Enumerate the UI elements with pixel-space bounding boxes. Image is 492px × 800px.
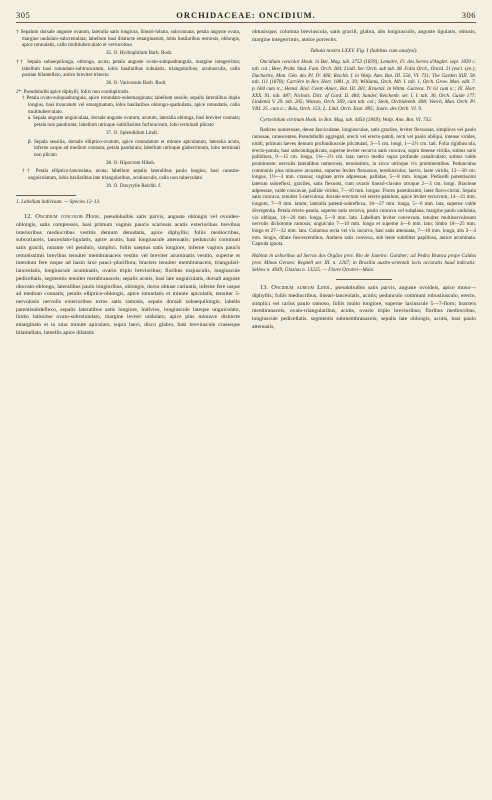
key-species-number: 39. O. Daxytylle Reichb. f. bbox=[106, 182, 162, 189]
key-species-number: 37. O. Splendidum Lindl. bbox=[106, 129, 159, 136]
key-species-number: 35. O. Hydrophilum Barb. Rodr. bbox=[106, 50, 173, 57]
species-13-name: 13. Oncidium aureum bbox=[260, 284, 315, 292]
page-number-left: 305 bbox=[16, 10, 31, 20]
key-species-number: 36. O. Varicosum Barb. Rodr. bbox=[106, 79, 167, 86]
key-couplet: †† Sepala subaequilonga, oblonga, acuta; petala anguste ovato-subquadrangula, margine integerrima; labellum basi rotundato-subtruncatum, lobis basilaribus subulatis, triangularibus, acutiusculis, callo positae bilamellato, antice breviter trisecto bbox=[16, 58, 240, 79]
synonymy-oncidium-concolor: Oncidium concolor Hook. in Bot. Mag. tab. 3753 (1839); Lemaire, Fl. des Serres d'Anglet. sept. 1839 c. tab. col.; Beer, Prakt. Stud. Fam. Orch. 284; Lindl. Ser. Orch. sub tab. 48. Folia Orch., Oncid. 21 (excl. syn.); Duchartre, Man. Gén. des Pl. IV. 486; Reichb. f. in Walp. Ann. Bot. III. 556, VI. 731; The Garden XIII. 58. tab. 111 (1878); Carrière in Rev. Hort. 1881. p. 39; Williams, Orch. Alb. I. tab. 1, Orch. Grow. Man. edit. 7. p. 604 cum ic.; Hemsl. Biol. Centr.-Amer., Bot. III. 281; Kraenzl. in Wittm. Gartenz. IV. 61 cum ic.; Ill. Hort. XXX. 91. tab. 487; Nichols. Dict. of Gard. II. 484; Sander, Reichenb. ser. I. I. tab. 30, Orch. Guide 177; Lindenia V. 29. tab. 205; Watson, Orch. 369, cum tab. col.; Stein, Orchideenb. 408; Veitch, Man. Orch. Pl. VIII. 25. cum ic.; Bois, Orch. 153; L. Lind. Orch. Exot. 895; Journ. des Orch. VI. 9. bbox=[252, 59, 476, 113]
key-couplet: a. Sepala anguste unguiculata, dorsale anguste ovatum, acutum, lateralia oblonga, basi breviter connata; petala non pandurata; labellum utrinque subtilissime furfuraceum, lobo terminali plicato bbox=[28, 115, 240, 129]
footnote-rule bbox=[16, 195, 76, 196]
key-couplet: †† Petala elliptico-lanceolata, acuta; labellum sepalis lateralibus paulo longius, basi cuneato-unguiculatum, lobis basilaribus late triangularibus, acutiusculis, callo non tuberculato bbox=[22, 168, 240, 182]
key-couplet: β. Sepala sessilia, dorsale elliptico-ovatum, apice rotundatum et minute apiculatum, lateralia acuta, inferne usque ad medium connata; petala pandurata; labellum utrinque glaberrimum, lobo terminali non plicato bbox=[28, 138, 240, 158]
detailed-description: Radices numerosae, dense fasciculatae, longiusculae, satis graciles, leviter flexuosae, simplices vel paulo ramosae, canescentes. Pseudobulbi aggregati, erecti vel erecto-patuli, recti vel paulo obliqui, intense virides, nitidi, primum laeves demum profundiuscule plicatulati, 3—5 cm. longi, 1—2½ cm. lati. Folia rigidiuscula, erecto-patula, basi subcondupplicata, superne leviter recurva satis concava, supra intense viridia, subtus satis pallidiora, 9—15 cm. longa, 1¾—2½ cm. lata; nervo medio supra profunde canaliculato, subtus valde prominente; nervulis lateralibus numerosis, tenuissimis, in sicco utrinque vix prominentibus. Pedunculus communis plus minusve arcuatus, superne leviter flexuosus, teretiusculus, laevis, laete viridis, 12—30 cm. longus, 1½—3 mm. crassus; vaginae arcte adpressae, pallidae, 5—8 mm. longae. Pedicelli potentissimi laterum subreflexi, graciles, satis flexuosi, cum ovario lineari-clavato utroque 2—3 cm. longi. Bracteae adpressae, valde concavae, pallide virides, 7—10 mm. longae. Flores patentissimi, laete flavo-citrini. Sepala satis concava, tenuiter 5-nervulosa; dorsale erectum vel erecto-patulum, apice leviter recurvum, 14—21 mm. longum, 7—9 mm. latum; lateralia patenti-subreflexa, 18—27 mm. longa, 5—6 mm. lata, superne valde divergentia. Petala erecto-patula, superne satis recurva, paulo concava vel subplana, margine paulo undulata, vix obliqua, 14—20 mm. longa, 5—9 mm. lata. Labellum leviter convexum, tenuiter multinervulosum nervulis dichotome ramosis; unguiculo 7—10 mm. longo et superne 4—6 mm. lato; limbo 18—25 mm. longo et 27—32 mm. lato. Columna recta vel vix incurva, basi satis attenuata, 7—10 mm. longa, alis 2—3 mm. longis, dilute fuscescentibus. Anthera satis convexa, sub lente subtiliter papillosa, antice acuminata. Capsula ignota. bbox=[252, 127, 476, 248]
species-12-name: 12. Oncidium concolor bbox=[24, 213, 83, 221]
plate-reference: Tabula nostra LXXV. Fig. I (habitus cum analysi). bbox=[310, 48, 418, 55]
species-12-description: pseudobulbis satis parvis, anguste oblongis vel ovoideo-oblongis, satis compressis, basi primum vaginis paucis scariosis acutis exterioribus brevibus interioribus mediocribus vestitis demum denudatis, apice diphyllis; foliis mediocribus, subcoriaceis, lanceolato-ligulatis, apice acutis, basi longiuscule attenuatis; pedunculo communi satis gracili, nutante vel pendulo, simplici, foliis saepius satis longiore, inferne vaginis paucis remotissimis brevibus tenuiter membranaceis vestito vel breviter acuminatis vestito, superne et interdum fere usque ad basin laxe pauci–pluriflora; bracteis tenuiter membranaceis, triangulari-lanceolatis, longiuscule acuminatis, ovario triplo brevioribus; floribus majusculis, longiuscule pedicellatis, segmentis tenuiter membranaceis; sepalis acutis, basi late unguiculatis, dorsali anguste obovato-oblongo, lateralibus paulo longioribus, oblongis, dorso obtuse carinatis, inferne fere usque ad medium connatis; petalis elliptico-oblongis, apice rotundatis et minute apiculatis, tenuiter 5-nervulosis nervulis exterioribus extus satis ramosis, sepalo dorsali subaequilongis; labello patentisubdeflexo, sepalis lateralibus satis longiore, indiviso, longiuscule lateque unguiculato, limbo latissime ovato-subrotundato, margine leviter undulato, apice plus minusve distincte emarginato et in sinu minute apiculato, supra laevi, disco glabro, basi breviuscule crasseque bilamellato, lamellis apice dilatatis bbox=[16, 214, 240, 336]
left-column bbox=[16, 29, 240, 337]
species-12-entry bbox=[16, 213, 240, 337]
key-couplet: † Sepalum dorsale anguste ovatum, lateralia satis longiora, lineari-lobata, subconnata; petala anguste ovata, margine undulato-subcrenulata; labellum basi distincte emarginatum, lobis basilaribus retrorsis, oblongis, apice rotundatis, callo multituberculato et verrucoloso bbox=[16, 29, 240, 49]
key-couplet: 2*. Pseudobulbi apice diphylli, foliis non conduplicatis. bbox=[16, 88, 130, 95]
species-13-description: pseudobulbis satis parvis, anguste ovoideis, apice mono—diphyllis; foliis mediocribus, lineari-lanceolatis, acutis; pedunculo communi robustiusculo, erecto, simplici vel rarius paulo ramoso, foliis multo longiore, superne laxiuscule 5—7-floro; bracteis membranaceis, ovato-triangularibus, acutis, ovario triplo brevioribus; floribus mediocribus, longiuscule pedicellatis. segmentis submembranaceis; sepalis late oblongis, acutis, basi paulo attenuatis, bbox=[252, 285, 476, 330]
footnote: 1. Labellum indivisum. — Species 12–13. bbox=[16, 199, 101, 206]
key-species-number: 38. O. Hipocrom Hibsh. bbox=[106, 159, 156, 166]
species-12-continuation: obtusisque; columna breviuscula, satis gracili, glabra, alis longiusculis, anguste ligulatis, obtusis, margine integerrimis, antice porrectis. bbox=[252, 29, 476, 43]
species-12-author: Hook. bbox=[85, 213, 101, 221]
habitat-note: Habitat in arboribus ad Serras dos Orgãos prov. Rio de Janeiro: Gardner; ad Pedra Branca prope Caldas prov. Minas Geraes: Regnell ser. III. n. 1267; in Brasilia austro-orientali locis accuratis haud indicatis: Sellow n. 4049, Glaziou n. 13225. — Floret Octobri—Maio. bbox=[252, 253, 476, 273]
species-13-entry bbox=[252, 284, 476, 331]
running-header bbox=[16, 10, 476, 23]
synonymy-cyrtochilum-citrinum: Cyrtochilum citrinum Hook. in Bot. Mag. tab. 4454 (1849); Walp. Ann. Bot. VI. 732. bbox=[260, 116, 433, 123]
two-column-body bbox=[16, 29, 476, 337]
species-13-author: Lindl. bbox=[317, 284, 333, 292]
section-divider bbox=[336, 279, 392, 280]
page-number-right: 306 bbox=[461, 10, 476, 20]
right-column bbox=[252, 29, 476, 337]
identification-key bbox=[16, 29, 240, 189]
key-couplet: † Petala ovato-subquadrangula, apice rotundato-subemarginata; labellum sessile, sepalis lateralibus duplo longius, basi truncatum vel emarginatum, lobis basilaribus oblongo-spathulatis, apice rotundatis, callo multituberculato. bbox=[22, 95, 240, 115]
running-title: ORCHIDACEAE: ONCIDIUM. bbox=[176, 10, 316, 20]
